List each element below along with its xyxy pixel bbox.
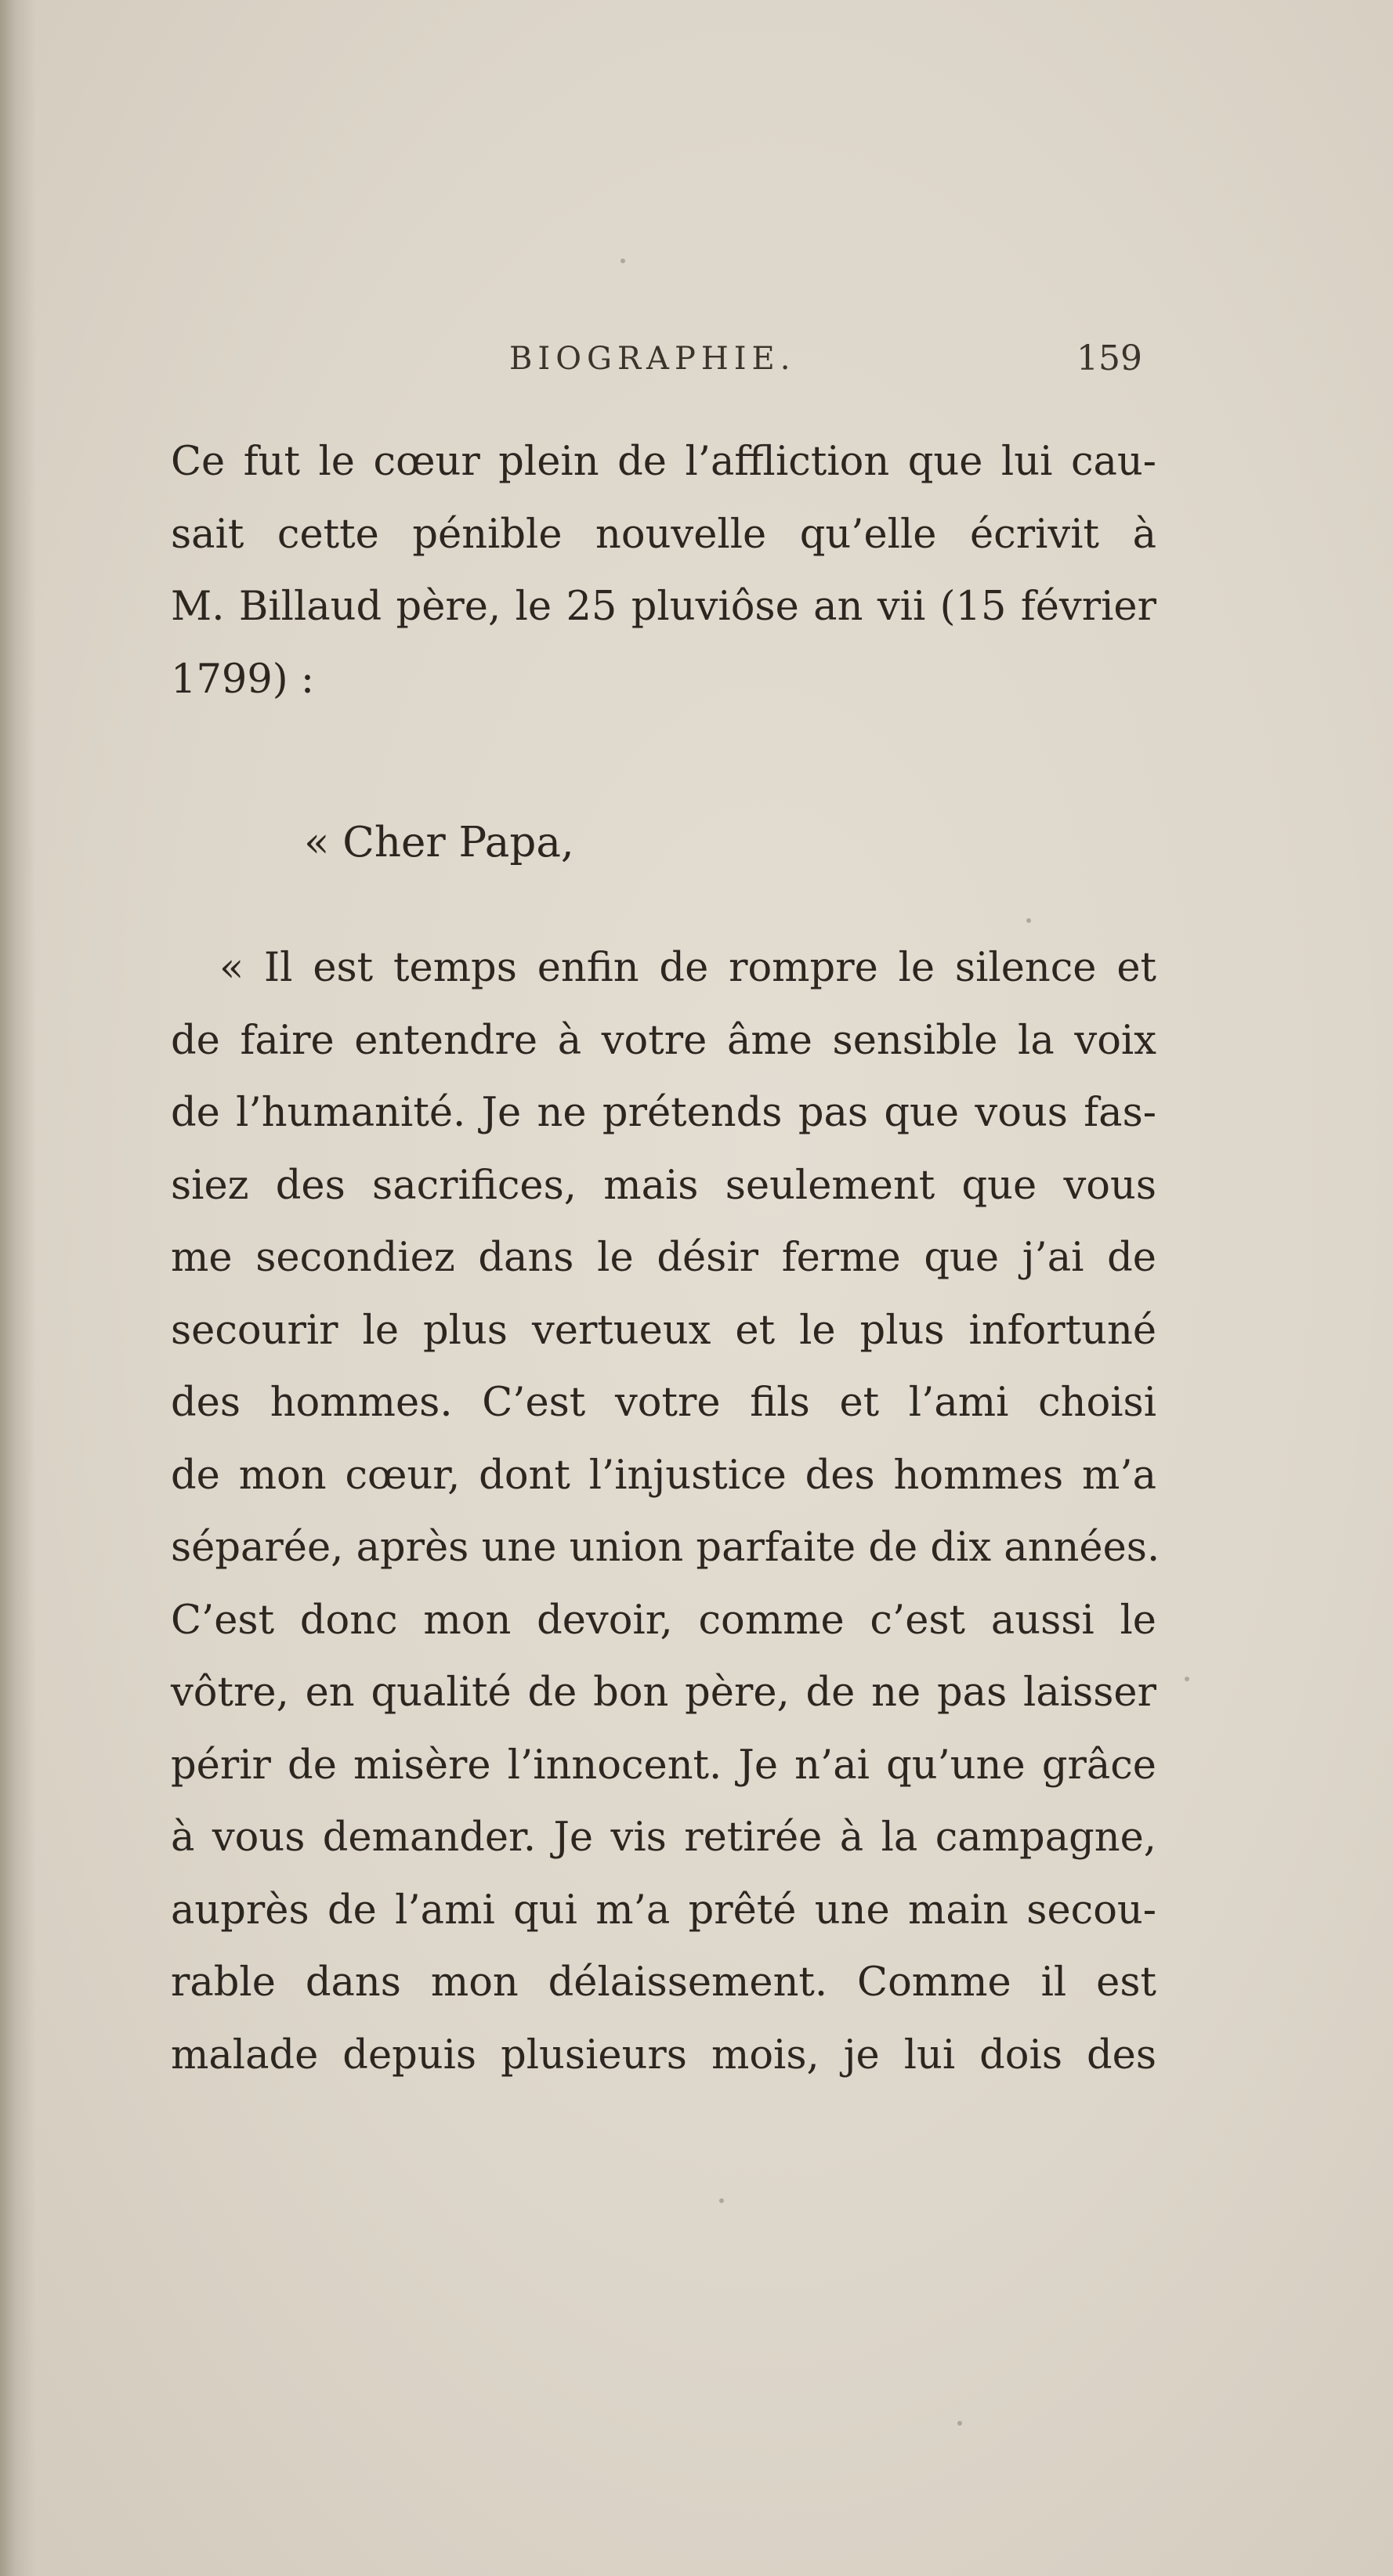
letter-line: séparée, après une union parfaite de dix années.	[171, 1525, 1160, 1571]
paper-speck	[719, 2198, 724, 2203]
paragraph-line: sait cette pénible nouvelle qu’elle écrivit à	[171, 511, 1156, 558]
letter-line: de mon cœur, dont l’injustice des hommes m’a	[171, 1452, 1156, 1499]
letter-line: de l’humanité. Je ne prétends pas que vous fas-	[171, 1090, 1156, 1136]
letter-line: de faire entendre à votre âme sensible la voix	[171, 1017, 1156, 1064]
running-head	[0, 327, 1393, 390]
intro-paragraph	[171, 426, 1156, 716]
letter-line: à vous demander. Je vis retirée à la campagne,	[171, 1814, 1156, 1861]
letter-line: périr de misère l’innocent. Je n’ai qu’une grâce	[171, 1742, 1156, 1789]
running-title: BIOGRAPHIE.	[509, 341, 796, 377]
paragraph-line: 1799) :	[171, 656, 315, 703]
letter-line: secourir le plus vertueux et le plus infortuné	[171, 1307, 1156, 1354]
letter-line: auprès de l’ami qui m’a prêté une main secou-	[171, 1887, 1156, 1934]
paragraph-line: M. Billaud père, le 25 pluviôse an vii (15 février	[171, 584, 1156, 630]
paper-speck	[621, 259, 625, 263]
paper-speck	[1026, 918, 1031, 923]
letter-body	[171, 932, 1160, 2092]
letter-line: vôtre, en qualité de bon père, de ne pas laisser	[171, 1670, 1156, 1716]
paper-speck	[1185, 1677, 1189, 1681]
paragraph-line: Ce fut le cœur plein de l’affliction que lui cau-	[171, 439, 1156, 485]
letter-line: siez des sacrifices, mais seulement que vous	[171, 1162, 1156, 1209]
letter-line: malade depuis plusieurs mois, je lui dois des	[171, 2031, 1156, 2079]
letter-line: des hommes. C’est votre fils et l’ami choisi	[171, 1380, 1156, 1426]
letter-line: rable dans mon délaissement. Comme il est	[171, 1959, 1156, 2006]
page-number: 159	[1076, 338, 1142, 378]
paper-speck	[957, 2421, 962, 2426]
letter-line: C’est donc mon devoir, comme c’est aussi le	[171, 1597, 1156, 1644]
letter-line: me secondiez dans le désir ferme que j’ai de	[171, 1235, 1156, 1281]
letter-line: « Il est temps enfin de rompre le silence et	[219, 945, 1156, 991]
letter-salutation: « Cher Papa,	[304, 819, 574, 867]
